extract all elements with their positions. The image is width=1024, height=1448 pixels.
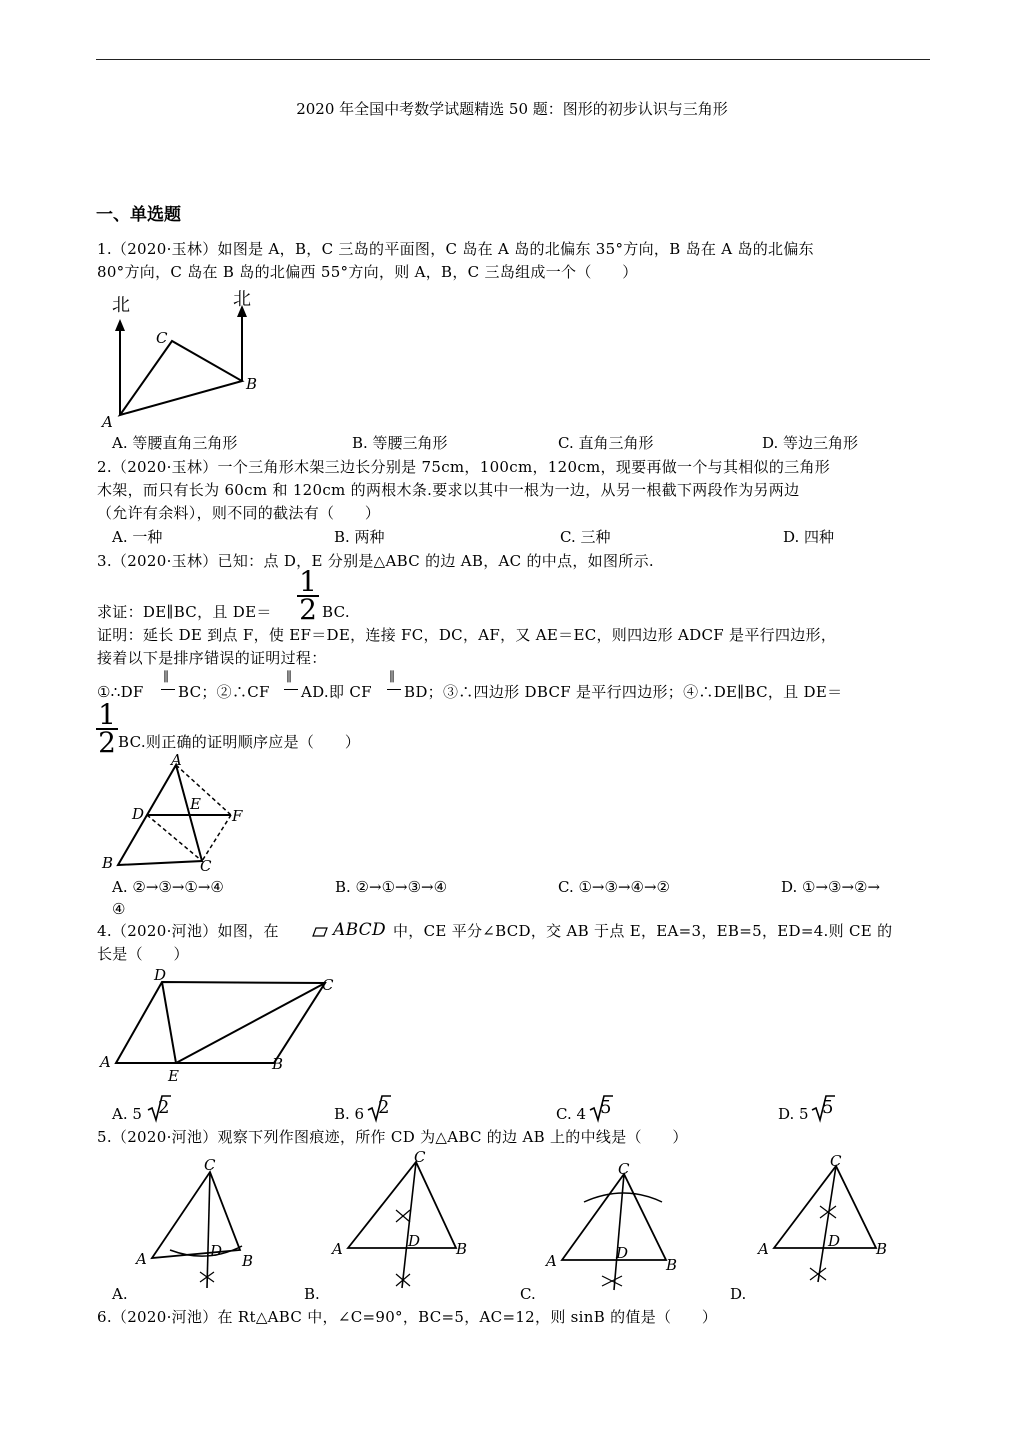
q4-label-b: B [272, 1055, 284, 1073]
q4-option-b[interactable] [334, 1103, 364, 1125]
q4-label-e: E [168, 1067, 179, 1085]
q5d-label-d: D [828, 1232, 841, 1250]
q1-option-d[interactable]: D. 等边三角形 [762, 434, 859, 452]
q5d-label-b: B [876, 1240, 888, 1258]
q3-line2a: 求证：DE∥BC，且 DE＝ [97, 603, 272, 621]
q1-label-a: A [102, 413, 113, 431]
q4-figure [96, 965, 346, 1085]
q2-line2: 木架，而只有长为 60cm 和 120cm 的两根木条.要求以其中一根为一边，从另一根截下两段作为另两边 [97, 481, 800, 499]
q5c-label-b: B [666, 1256, 678, 1274]
q5a-label-c: C [204, 1156, 216, 1174]
header-rule [96, 59, 930, 60]
q6-line1: 6.（2020·河池）在 Rt△ABC 中，∠C=90°，BC=5，AC=12，则 sinB 的值是（ ） [97, 1308, 718, 1326]
q5c-label-c: C [618, 1160, 630, 1178]
q3-option-b[interactable]: B. ②→①→③→④ [335, 878, 448, 896]
q3-label-b: B [102, 854, 114, 872]
section-title: 一、单选题 [96, 205, 181, 225]
q4-option-d-prefix: D. 5 [778, 1105, 809, 1123]
q4-line1b: ABCD [333, 920, 386, 940]
q5-option-d[interactable]: D. [730, 1285, 747, 1303]
q3-label-e: E [190, 795, 201, 813]
parallelogram-symbol-icon [312, 926, 328, 938]
q4-option-c-radicand: 5 [600, 1097, 612, 1118]
q5b-label-d: D [408, 1232, 421, 1250]
q5c-label-a: A [546, 1252, 557, 1270]
q5-figure-c [544, 1162, 694, 1292]
q5-figure-b [328, 1150, 478, 1290]
q4-option-a[interactable] [112, 1103, 142, 1125]
q3-line5a: ①∴DF [97, 683, 144, 701]
q5c-label-d: D [616, 1244, 629, 1262]
q3-eq-parallel-symbol: ∥ [163, 670, 170, 685]
q3-eq-parallel-symbol: ∥ [389, 670, 396, 685]
q3-option-c[interactable]: C. ①→③→④→② [558, 878, 670, 896]
q5b-label-c: C [414, 1148, 426, 1166]
q4-option-d-radicand: 5 [822, 1097, 834, 1118]
q5-option-b[interactable]: B. [304, 1285, 320, 1303]
q3-line2b: BC. [322, 603, 350, 621]
q4-option-d[interactable] [778, 1103, 809, 1125]
q3-option-d-wrap: ④ [112, 900, 126, 918]
q3-fraction-half-b [96, 698, 118, 759]
q1-line1: 1.（2020·玉林）如图是 A，B，C 三岛的平面图，C 岛在 A 岛的北偏东 35°方向，B 岛在 A 岛的北偏东 [97, 240, 814, 258]
q5-option-a[interactable]: A. [112, 1285, 128, 1303]
q4-option-a-radicand: 2 [158, 1097, 170, 1118]
q1-option-a[interactable]: A. 等腰直角三角形 [112, 434, 238, 452]
q4-option-b-prefix: B. 6 [334, 1105, 365, 1123]
q3-label-a: A [171, 751, 182, 769]
q5-line1: 5.（2020·河池）观察下列作图痕迹，所作 CD 为△ABC 的边 AB 上的中线是（ ） [97, 1128, 688, 1146]
q3-label-d: D [132, 805, 145, 823]
q5a-label-d: D [210, 1242, 223, 1260]
q4-option-c-prefix: C. 4 [556, 1105, 587, 1123]
q2-option-b[interactable]: B. 两种 [334, 528, 385, 546]
q4-line1c: 中，CE 平分∠BCD，交 AB 于点 E，EA=3，EB=5，ED=4.则 CE 的 [393, 922, 893, 940]
q3-label-f: F [232, 807, 243, 825]
q1-line2: 80°方向，C 岛在 B 岛的北偏西 55°方向，则 A，B，C 三岛组成一个（ ） [97, 263, 638, 281]
q3-option-a[interactable]: A. ②→③→①→④ [112, 878, 224, 896]
q4-label-a: A [100, 1053, 111, 1071]
q4-line2: 长是（ ） [97, 945, 189, 963]
q4-label-c: C [322, 976, 334, 994]
q5-option-c[interactable]: C. [520, 1285, 536, 1303]
q3-option-d[interactable]: D. ①→③→②→ [781, 878, 881, 896]
q3-frac-num: 1 [98, 698, 116, 731]
q3-eq-parallel-symbol: ∥ [286, 670, 293, 685]
q4-line1a: 4.（2020·河池）如图，在 [97, 922, 279, 940]
q2-option-a[interactable]: A. 一种 [112, 528, 163, 546]
q4-option-c[interactable] [556, 1103, 586, 1125]
q3-frac-num: 1 [299, 565, 317, 598]
q1-option-b[interactable]: B. 等腰三角形 [352, 434, 448, 452]
q1-label-b: B [246, 375, 258, 393]
q3-line5d: BD；③∴四边形 DBCF 是平行四边形；④∴DE∥BC，且 DE＝ [404, 683, 843, 701]
q5-figure-a [130, 1156, 270, 1290]
q5b-label-a: A [332, 1240, 343, 1258]
q3-line3: 证明：延长 DE 到点 F，使 EF＝DE，连接 FC，DC，AF，又 AE＝EC，则四边形 ADCF 是平行四边形， [97, 626, 837, 644]
q1-north-label-b: 北 [233, 289, 251, 310]
q3-eq-parallel-bar [161, 689, 175, 690]
q3-line5c: AD.即 CF [301, 683, 372, 701]
page-title: 2020 年全国中考数学试题精选 50 题：图形的初步认识与三角形 [296, 100, 728, 118]
q3-fraction-half-a [297, 565, 319, 626]
q3-figure [96, 751, 256, 875]
q3-label-c: C [200, 857, 212, 875]
q4-label-d: D [154, 966, 167, 984]
q5a-label-b: B [242, 1252, 254, 1270]
q5-figure-d [756, 1152, 906, 1292]
q5a-label-a: A [136, 1250, 147, 1268]
q4-option-a-prefix: A. 5 [112, 1105, 142, 1123]
q5d-label-a: A [758, 1240, 769, 1258]
q1-option-c[interactable]: C. 直角三角形 [558, 434, 654, 452]
q3-line5b: BC；②∴CF [178, 683, 270, 701]
q5d-label-c: C [830, 1152, 842, 1170]
q3-line6: BC.则正确的证明顺序应是（ ） [118, 733, 361, 751]
q3-line1: 3.（2020·玉林）已知：点 D，E 分别是△ABC 的边 AB，AC 的中点，如图所示. [97, 552, 654, 570]
q4-option-b-radicand: 2 [378, 1097, 390, 1118]
q3-eq-parallel-bar [284, 689, 298, 690]
q3-frac-den: 2 [98, 726, 116, 759]
q1-label-c: C [156, 329, 168, 347]
q3-frac-den: 2 [299, 593, 317, 626]
q1-north-label-a: 北 [112, 295, 130, 316]
q3-eq-parallel-bar [387, 689, 401, 690]
q5b-label-b: B [456, 1240, 468, 1258]
q2-option-d[interactable]: D. 四种 [783, 528, 835, 546]
q3-line4: 接着以下是排序错误的证明过程： [97, 649, 327, 667]
q2-line1: 2.（2020·玉林）一个三角形木架三边长分别是 75cm，100cm，120cm，现要再做一个与其相似的三角形 [97, 458, 831, 476]
q2-line3: （允许有余料），则不同的截法有（ ） [97, 504, 381, 522]
q1-figure [96, 285, 276, 430]
q2-option-c[interactable]: C. 三种 [560, 528, 611, 546]
